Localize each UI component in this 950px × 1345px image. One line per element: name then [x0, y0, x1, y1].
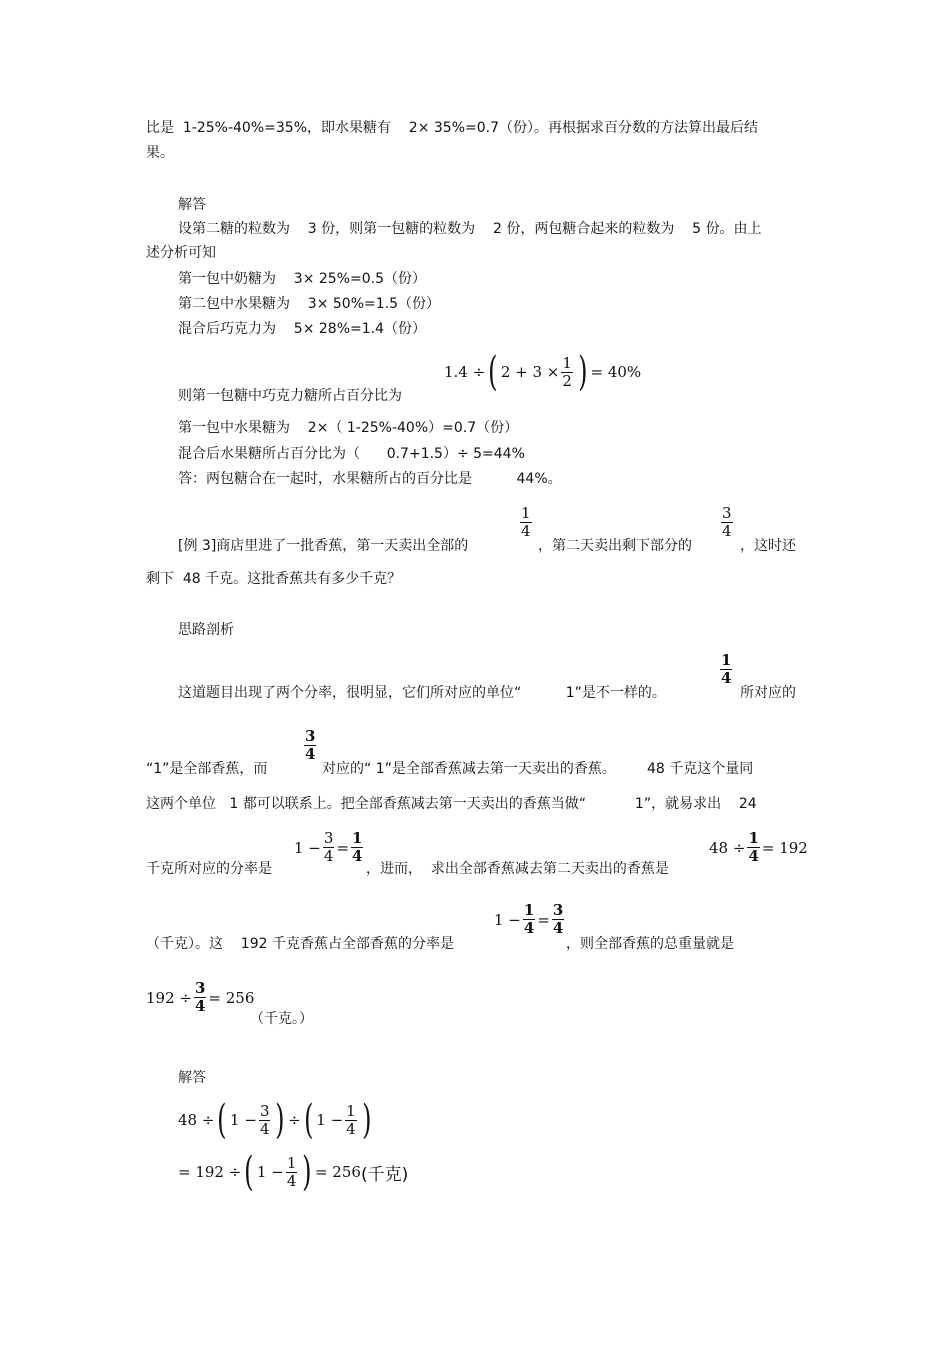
fraction-one-quarter: $\frac{1}{4}$: [721, 651, 732, 687]
fraction-three-quarters: $\frac{3}{4}$: [305, 727, 316, 763]
answer-line: 则第一包糖中巧克力糖所占百分比为: [178, 388, 402, 404]
solution-step-2: = 192 ÷( 1 − $\frac{1}{4}$ ) = 256(千克): [178, 1149, 409, 1195]
analysis-line: 所对应的: [740, 685, 796, 701]
analysis-line: （千克）。这 192 千克香蕉占全部香蕉的分率是: [146, 936, 454, 952]
fraction: $\frac{1}{2}$: [562, 353, 572, 390]
fraction-one-quarter: $\frac{1}{4}$: [521, 504, 531, 540]
answer-heading: 解答: [178, 1070, 206, 1086]
formula-one-minus-quarter: 1 − $\frac{1}{4}$ = $\frac{3}{4}$: [494, 901, 564, 937]
formula-48-div-quarter: 48 ÷ $\frac{1}{4}$ = 192: [709, 829, 808, 865]
analysis-line: “1”是全部香蕉，而: [146, 761, 268, 777]
answer-line: 设第二糖的粒数为 3 份，则第一包糖的粒数为 2 份，两包糖合起来的粒数为 5 份。由上: [178, 221, 762, 237]
paragraph-line: 果。: [146, 145, 174, 161]
solution-step-1: 48 ÷( 1 − $\frac{3}{4}$ ) ÷( 1 − $\frac{1}{4}$ ): [178, 1097, 372, 1143]
analysis-line: 千克所对应的分率是: [146, 861, 272, 877]
answer-line: 述分析可知: [146, 245, 216, 261]
paragraph-line: 比是 1-25%-40%=35%，即水果糖有 2× 35%=0.7（份）。再根据求百分数的方法算出最后结: [146, 120, 758, 136]
analysis-line: 这道题目出现了两个分率，很明显，它们所对应的单位“ 1”是不一样的。: [178, 685, 666, 701]
analysis-line: ，进而， 求出全部香蕉减去第二天卖出的香蕉是: [366, 861, 669, 877]
answer-line: 第一包中奶糖为 3× 25%=0.5（份）: [178, 271, 427, 287]
answer-line: 混合后水果糖所占百分比为（ 0.7+1.5）÷ 5=44%: [178, 446, 525, 462]
analysis-line: 对应的“ 1”是全部香蕉减去第一天卖出的香蕉。 48 千克这个量同: [322, 761, 754, 777]
example-text: ，第二天卖出剩下部分的: [538, 538, 692, 554]
answer-heading: 解答: [178, 197, 206, 213]
analysis-line: ，则全部香蕉的总重量就是: [566, 936, 734, 952]
analysis-heading: 思路剖析: [178, 622, 234, 638]
example-text: ，这时还: [740, 538, 796, 554]
percentage-formula: 1.4 ÷( 2 + 3 × $\frac{1}{2}$ ) = 40%: [444, 349, 642, 395]
formula-one-minus-three-quarters: 1 − $\frac{3}{4}$ = $\frac{1}{4}$: [294, 829, 363, 865]
analysis-line: 这两个单位 1 都可以联系上。把全部香蕉减去第一天卖出的香蕉当做“ 1”，就易求出 24: [146, 796, 757, 812]
formula-192-div-three-quarters: 192 ÷ $\frac{3}{4}$ = 256: [146, 979, 255, 1015]
example-text: 剩下 48 千克。这批香蕉共有多少千克？: [146, 571, 402, 587]
formula-part: 2 + 3 ×: [500, 363, 560, 381]
answer-line: 混合后巧克力为 5× 28%=1.4（份）: [178, 321, 427, 337]
analysis-line: （千克。）: [250, 1011, 313, 1027]
answer-line: 答：两包糖合在一起时，水果糖所占的百分比是 44%。: [178, 471, 562, 487]
answer-line: 第二包中水果糖为 3× 50%=1.5（份）: [178, 296, 441, 312]
fraction-three-quarters: $\frac{3}{4}$: [722, 504, 732, 540]
formula-part: = 40%: [590, 363, 642, 381]
example-text: [例 3]商店里进了一批香蕉，第一天卖出全部的: [178, 538, 469, 554]
formula-part: 1.4 ÷: [444, 363, 486, 381]
answer-line: 第一包中水果糖为 2×（ 1-25%-40%）=0.7（份）: [178, 420, 519, 436]
